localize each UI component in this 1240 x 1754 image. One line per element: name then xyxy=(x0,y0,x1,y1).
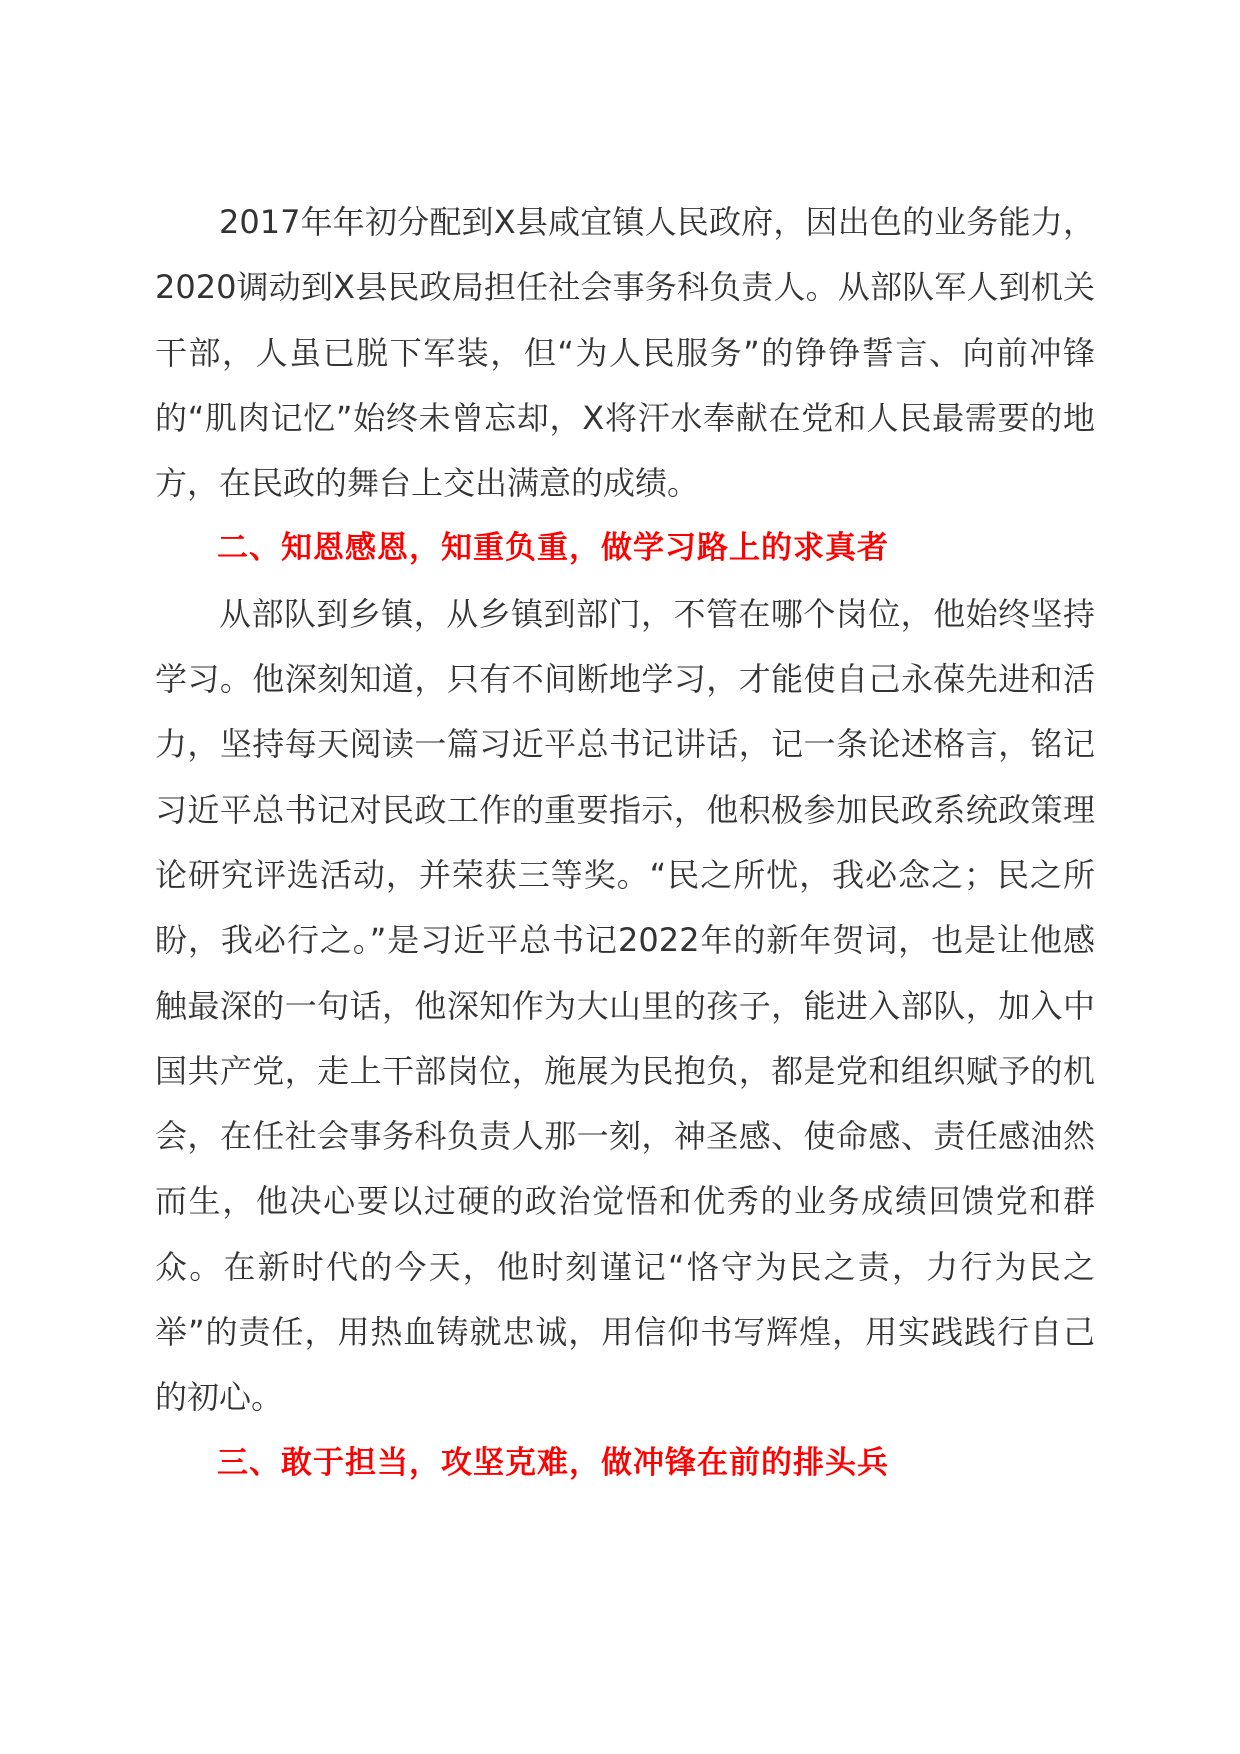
paragraph-career-transfer: 2017年年初分配到X县咸宜镇人民政府，因出色的业务能力，2020调动到X县民政局担任社会事务科负责人。从部队军人到机关干部，人虽已脱下军装，但“为人民服务”的铮铮誓言、向前冲锋的“肌肉记忆”始终未曾忘却，X将汗水奉献在党和人民最需要的地方，在民政的舞台上交出满意的成绩。 xyxy=(155,203,1095,503)
section-heading-3: 三、敢于担当，攻坚克难，做冲锋在前的排头兵 xyxy=(217,1444,889,1481)
section-heading-2: 二、知恩感恩，知重负重，做学习路上的求真者 xyxy=(217,530,889,567)
paragraph-continuous-learning: 从部队到乡镇，从乡镇到部门，不管在哪个岗位，他始终坚持学习。他深刻知道，只有不间断地学习，才能使自己永葆先进和活力，坚持每天阅读一篇习近平总书记讲话，记一条论述格言，铭记习近平总书记对民政工作的重要指示，他积极参加民政系统政策理论研究评选活动，并荣获三等奖。“民之所忧，我必念之；民之所盼，我必行之。”是习近平总书记2022年的新年贺词，也是让他感触最深的一句话，他深知作为大山里的孩子，能进入部队，加入中国共产党，走上干部岗位，施展为民抱负，都是党和组织赋予的机会，在任社会事务科负责人那一刻，神圣感、使命感、责任感油然而生，他决心要以过硬的政治觉悟和优秀的业务成绩回馈党和群众。在新时代的今天，他时刻谨记“恪守为民之责，力行为民之举”的责任，用热血铸就忠诚，用信仰书写辉煌，用实践践行自己的初心。 xyxy=(155,594,1095,1417)
document-body xyxy=(155,190,1095,1496)
